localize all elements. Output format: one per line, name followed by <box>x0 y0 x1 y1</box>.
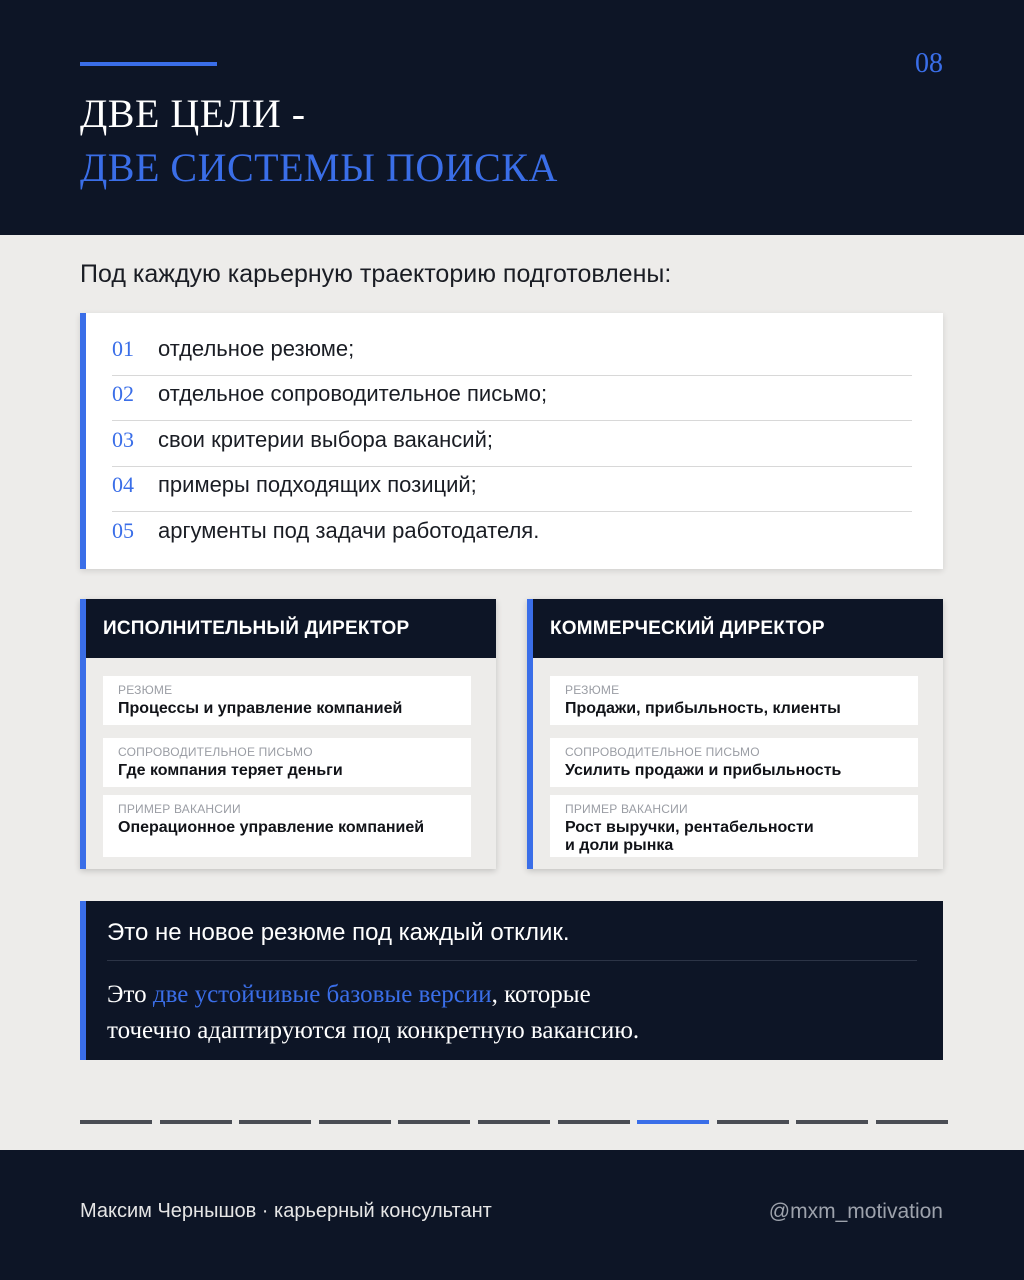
list-item-text: отдельное сопроводительное письмо; <box>158 380 548 406</box>
callout-statement: Это не новое резюме под каждый отклик. <box>107 919 570 946</box>
page-title-line-2: ДВЕ СИСТЕМЫ ПОИСКА <box>80 145 558 190</box>
progress-segment <box>80 1120 152 1124</box>
role-field-label: РЕЗЮМЕ <box>565 683 620 697</box>
role-field-cover-letter <box>103 738 471 787</box>
progress-segment <box>398 1120 470 1124</box>
footer-social-handle: @mxm_motivation <box>768 1200 943 1223</box>
footer-author: Максим Чернышов · карьерный консультант <box>80 1200 492 1222</box>
callout-divider <box>107 960 917 961</box>
intro-text: Под каждую карьерную траекторию подготовлены: <box>80 260 672 288</box>
page-number: 08 <box>915 48 943 79</box>
role-field-value: Усилить продажи и прибыльность <box>565 762 842 779</box>
list-item <box>112 508 912 553</box>
list-item-number: 03 <box>112 426 134 452</box>
role-field-label: ПРИМЕР ВАКАНСИИ <box>118 802 241 816</box>
list-item-number: 04 <box>112 471 134 497</box>
header <box>0 0 1024 235</box>
list-item-text: свои критерии выбора вакансий; <box>158 426 493 452</box>
role-field-label: СОПРОВОДИТЕЛЬНОЕ ПИСЬМО <box>118 745 313 759</box>
role-field-value: Процессы и управление компанией <box>118 700 403 717</box>
slide-progress-indicator <box>80 1120 948 1124</box>
list-item-text: аргументы под задачи работодателя. <box>158 517 540 543</box>
callout-suffix: , которые <box>491 981 591 1008</box>
callout-prefix: Это <box>107 981 153 1008</box>
progress-segment <box>239 1120 311 1124</box>
role-card-commercial-director <box>527 599 943 869</box>
role-field-cover-letter <box>550 738 918 787</box>
page-title-line-1: ДВЕ ЦЕЛИ - <box>80 91 306 136</box>
list-item-text: отдельное резюме; <box>158 335 355 361</box>
role-field-resume <box>103 676 471 725</box>
role-field-label: СОПРОВОДИТЕЛЬНОЕ ПИСЬМО <box>565 745 760 759</box>
list-item <box>112 417 912 462</box>
list-item-number: 05 <box>112 517 134 543</box>
summary-callout <box>80 901 943 1060</box>
header-accent-bar <box>80 62 217 66</box>
list-item <box>112 371 912 416</box>
progress-segment <box>478 1120 550 1124</box>
role-field-vacancy-example <box>550 795 918 857</box>
role-field-value: Продажи, прибыльность, клиенты <box>565 700 841 717</box>
callout-highlight: две устойчивые базовые версии <box>152 981 492 1008</box>
role-field-vacancy-example <box>103 795 471 857</box>
progress-segment <box>319 1120 391 1124</box>
callout-paragraph <box>107 977 639 1049</box>
role-card-title: КОММЕРЧЕСКИЙ ДИРЕКТОР <box>533 599 943 658</box>
checklist-card <box>80 313 943 569</box>
footer <box>0 1150 1024 1280</box>
progress-segment <box>717 1120 789 1124</box>
callout-line-2: точечно адаптируются под конкретную вакансию. <box>107 1017 640 1044</box>
list-item-text: примеры подходящих позиций; <box>158 471 477 497</box>
progress-segment-active <box>637 1120 709 1124</box>
role-card-executive-director <box>80 599 496 869</box>
role-field-value-line-1: Рост выручки, рентабельности <box>565 819 814 836</box>
role-field-resume <box>550 676 918 725</box>
list-item-number: 01 <box>112 335 134 361</box>
progress-segment <box>160 1120 232 1124</box>
list-item <box>112 326 912 371</box>
progress-segment <box>796 1120 868 1124</box>
role-card-title: ИСПОЛНИТЕЛЬНЫЙ ДИРЕКТОР <box>86 599 496 658</box>
role-field-value: Где компания теряет деньги <box>118 762 343 779</box>
role-field-label: ПРИМЕР ВАКАНСИИ <box>565 802 688 816</box>
role-field-value-line-2: и доли рынка <box>565 836 674 854</box>
role-field-label: РЕЗЮМЕ <box>118 683 173 697</box>
list-item-number: 02 <box>112 380 134 406</box>
progress-segment <box>558 1120 630 1124</box>
role-field-value: Операционное управление компанией <box>118 819 425 836</box>
progress-segment <box>876 1120 948 1124</box>
list-item <box>112 462 912 507</box>
